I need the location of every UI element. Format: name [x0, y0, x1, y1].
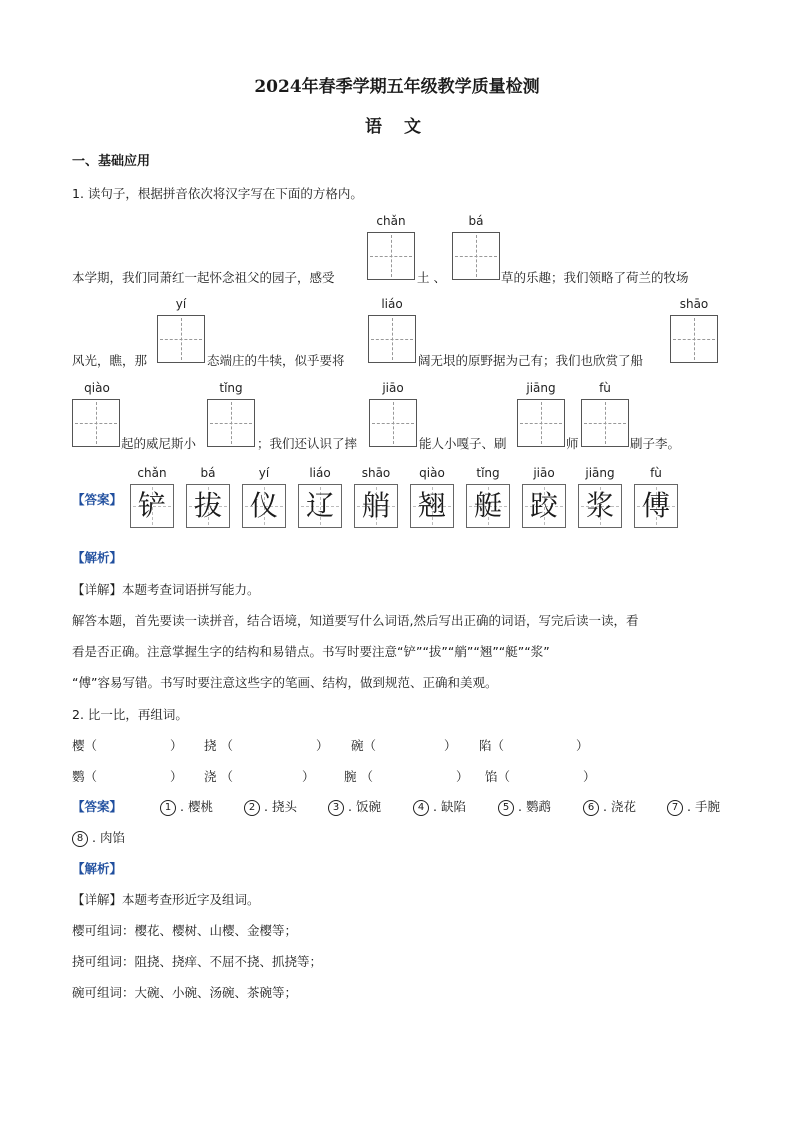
answer-pinyin-6: qiào [419, 466, 445, 480]
sentence-line-3c: 能人小嘎子、刷 [419, 436, 507, 451]
answer-label-2: 【答案】 [72, 799, 123, 814]
sentence-line-2c: 阔无垠的原野据为己有；我们也欣赏了船 [418, 353, 644, 368]
pinyin-6: qiào [84, 381, 110, 395]
word-bracket: ） [583, 769, 596, 784]
circled-number: 3 [328, 800, 344, 816]
answer-item [244, 797, 297, 816]
answer-char-box [522, 484, 566, 528]
explain-line-1: 解答本题，首先要读一读拼音，结合语境，知道要写什么词语,然后写出正确的词语，写完后读一读，看 [72, 613, 639, 628]
writing-grid-9[interactable] [517, 399, 565, 447]
sentence-line-3e: 刷子李。 [630, 436, 681, 451]
detail-text: 本题考查词语拼写能力。 [122, 582, 260, 597]
sentence-line-3d: 师 [566, 436, 579, 451]
word-bracket: ） [456, 769, 469, 784]
answer-item [72, 828, 125, 847]
answer-char-box [578, 484, 622, 528]
writing-grid-6[interactable] [72, 399, 120, 447]
answer-char-box [410, 484, 454, 528]
document-title: 2024年春季学期五年级教学质量检测 [254, 77, 540, 97]
answer-item [498, 797, 551, 816]
answer-char: 艇 [473, 489, 502, 522]
word-item: 挠 （ [204, 738, 233, 753]
word-group-2: 挠可组词：阻挠、挠痒、不屈不挠、抓挠等； [72, 954, 323, 969]
detail-1 [72, 580, 260, 598]
sentence-line-2b: 态端庄的牛犊，似乎要将 [207, 353, 345, 368]
answer-pinyin-1: chǎn [137, 466, 167, 480]
answer-char-box [354, 484, 398, 528]
word-item: 馅（ [485, 769, 511, 784]
explain-line-2: 看是否正确。注意掌握生字的结构和易错点。书写时要注意“铲”“拔”“艄”“翘”“艇”“浆” [72, 644, 550, 659]
writing-grid-5[interactable] [670, 315, 718, 363]
detail-label: 【详解】 [72, 892, 123, 907]
writing-grid-10[interactable] [581, 399, 629, 447]
writing-grid-7[interactable] [207, 399, 255, 447]
word-bracket: ） [170, 738, 183, 753]
word-bracket: ） [576, 738, 589, 753]
answer-char: 辽 [305, 489, 334, 522]
writing-grid-8[interactable] [369, 399, 417, 447]
answer-word: . 樱桃 [180, 799, 213, 814]
answer-item [328, 797, 381, 816]
answer-item [583, 797, 636, 816]
circled-number: 7 [667, 800, 683, 816]
sentence-line-1b: 土 、 [417, 270, 446, 285]
word-bracket: ） [316, 738, 329, 753]
answer-word: . 肉馅 [92, 830, 125, 845]
answer-char: 拔 [193, 489, 222, 522]
writing-grid-3[interactable] [157, 315, 205, 363]
pinyin-2: bá [468, 214, 484, 228]
answer-char: 傅 [641, 489, 670, 522]
pinyin-5: shāo [679, 297, 709, 311]
writing-grid-4[interactable] [368, 315, 416, 363]
answer-char-box [466, 484, 510, 528]
word-item: 陷（ [479, 738, 505, 753]
answer-item [413, 797, 466, 816]
answer-pinyin-8: jiāo [533, 466, 555, 480]
answer-item [160, 797, 213, 816]
answer-word: . 手腕 [687, 799, 720, 814]
answer-char: 艄 [361, 489, 390, 522]
circled-number: 5 [498, 800, 514, 816]
sentence-line-3a: 起的威尼斯小 [121, 436, 197, 451]
answer-word: . 缺陷 [433, 799, 466, 814]
word-group-3: 碗可组词：大碗、小碗、汤碗、茶碗等； [72, 985, 298, 1000]
pinyin-10: fù [599, 381, 611, 395]
writing-grid-1[interactable] [367, 232, 415, 280]
sentence-line-1c: 草的乐趣；我们领略了荷兰的牧场 [501, 270, 689, 285]
word-item: 腕 （ [344, 769, 373, 784]
answer-char-box [242, 484, 286, 528]
word-item: 鹦（ [72, 769, 98, 784]
answer-word: . 鹦鹉 [518, 799, 551, 814]
answer-char: 跤 [529, 489, 558, 522]
sentence-line-3b: ；我们还认识了摔 [257, 436, 358, 451]
answer-pinyin-2: bá [200, 466, 216, 480]
detail-2 [72, 890, 260, 908]
pinyin-7: tǐng [219, 381, 243, 395]
circled-number: 4 [413, 800, 429, 816]
word-bracket: ） [302, 769, 315, 784]
answer-word: . 饭碗 [348, 799, 381, 814]
analysis-label-1: 【解析】 [72, 550, 123, 565]
subject-title: 语 文 [365, 117, 429, 137]
answer-word: . 挠头 [264, 799, 297, 814]
detail-text: 本题考查形近字及组词。 [122, 892, 260, 907]
answer-char-box [298, 484, 342, 528]
pinyin-4: liáo [381, 297, 403, 311]
word-item: 碗（ [351, 738, 377, 753]
answer-char-box [186, 484, 230, 528]
answer-char: 铲 [137, 489, 166, 522]
pinyin-3: yí [175, 297, 187, 311]
word-bracket: ） [444, 738, 457, 753]
analysis-label-2: 【解析】 [72, 861, 123, 876]
answer-pinyin-10: fù [650, 466, 662, 480]
pinyin-8: jiāo [382, 381, 404, 395]
detail-label: 【详解】 [72, 582, 123, 597]
circled-number: 2 [244, 800, 260, 816]
pinyin-9: jiāng [526, 381, 556, 395]
pinyin-1: chǎn [376, 214, 406, 228]
answer-pinyin-7: tǐng [476, 466, 500, 480]
word-group-1: 樱可组词：樱花、樱树、山樱、金樱等； [72, 923, 298, 938]
answer-char: 仪 [249, 489, 278, 522]
circled-number: 1 [160, 800, 176, 816]
sentence-line-1a: 本学期，我们同萧红一起怀念祖父的园子，感受 [72, 270, 335, 285]
question-2-prompt: 2. 比一比，再组词。 [72, 707, 188, 722]
answer-label-1: 【答案】 [72, 492, 123, 507]
writing-grid-2[interactable] [452, 232, 500, 280]
answer-item [667, 797, 720, 816]
answer-word: . 浇花 [603, 799, 636, 814]
word-bracket: ） [170, 769, 183, 784]
word-item: 樱（ [72, 738, 98, 753]
circled-number: 6 [583, 800, 599, 816]
answer-char-box [130, 484, 174, 528]
answer-pinyin-3: yí [258, 466, 270, 480]
answer-pinyin-5: shāo [361, 466, 391, 480]
section-heading: 一、基础应用 [72, 154, 151, 169]
answer-char: 翘 [417, 489, 446, 522]
sentence-line-2a: 风光，瞧，那 [72, 353, 148, 368]
answer-pinyin-4: liáo [309, 466, 331, 480]
answer-char-box [634, 484, 678, 528]
answer-char: 浆 [585, 489, 614, 522]
answer-pinyin-9: jiāng [585, 466, 615, 480]
word-item: 浇 （ [204, 769, 233, 784]
explain-line-3: “傅”容易写错。书写时要注意这些字的笔画、结构，做到规范、正确和美观。 [72, 675, 498, 690]
circled-number: 8 [72, 831, 88, 847]
question-1-prompt: 1. 读句子，根据拼音依次将汉字写在下面的方格内。 [72, 186, 363, 201]
